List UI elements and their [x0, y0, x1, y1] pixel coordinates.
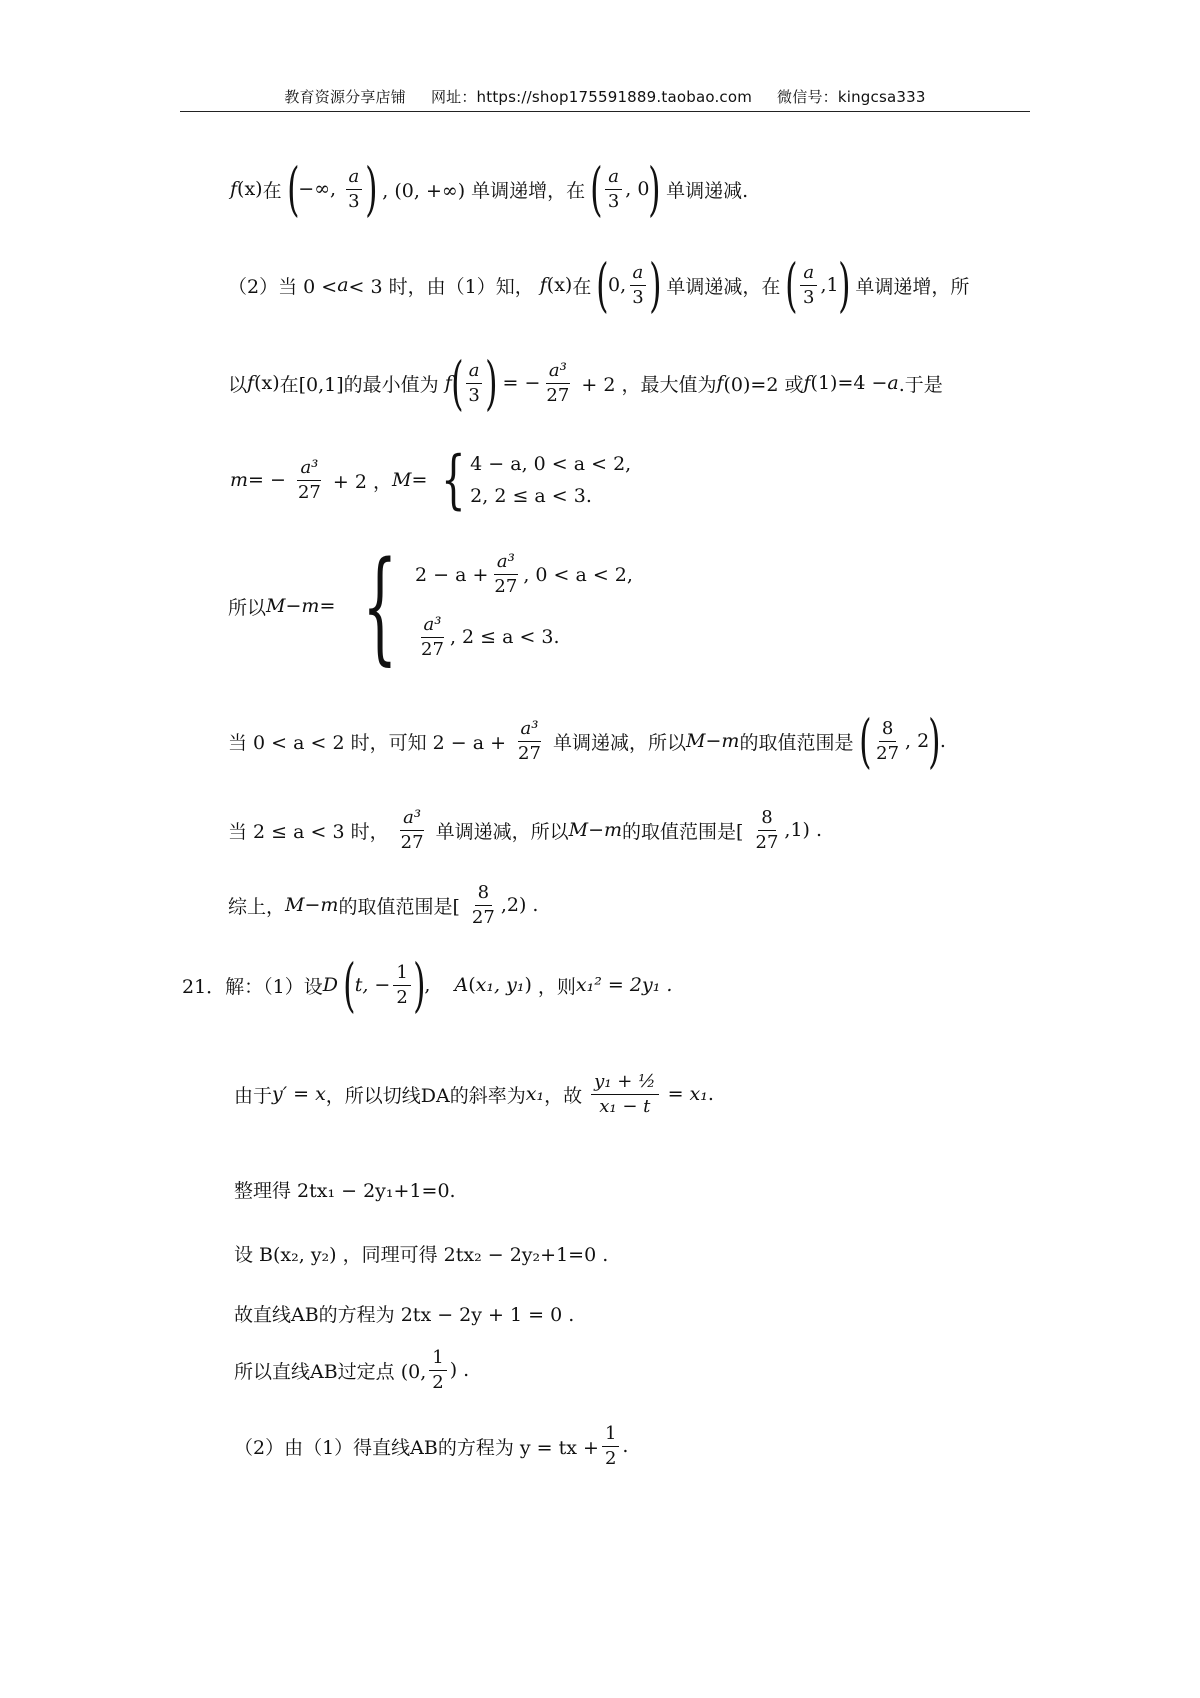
fraction: $\frac{a}{3}$ [605, 167, 622, 212]
line-11: 整理得 2tx₁ − 2y₁+1=0. [234, 1180, 456, 1202]
line-6: 当 0 < a < 2 时，可知 2 − a + $\frac{\text{a³}}{27}$ 单调递减，所以M−m的取值范围是 ( $\frac{8}{27}$ , 2). [228, 707, 946, 775]
header-url: 网址：https://shop175591889.taobao.com [430, 88, 753, 106]
fraction: $\frac{8}{27}$ [876, 717, 900, 764]
fraction: $\frac{\text{a³}}{27}$ [546, 359, 570, 406]
fraction: $\frac{8}{27}$ [471, 882, 495, 928]
fraction: $\frac{a}{3}$ [800, 263, 817, 308]
line-1: f(x)在 (−∞, $\frac{a}{3}$ ) , (0, +∞) 单调递增，在 ( $\frac{a}{3}$ , 0) 单调递减. [230, 155, 749, 223]
line-14: 所以直线AB过定点 (0, $\frac{1}{2}$ ) . [234, 1347, 470, 1393]
line-15: （2）由（1）得直线AB的方程为 y = tx + $\frac{1}{2}$ . [234, 1423, 629, 1469]
fraction: $\frac{a}{3}$ [345, 167, 362, 212]
piecewise-M: { 4 − a, 0 < a < 2, 2, 2 ≤ a < 3. [441, 443, 632, 517]
fraction: $\frac{a}{3}$ [465, 361, 482, 406]
line-7: 当 2 ≤ a < 3 时， $\frac{\text{a³}}{27}$ 单调递减，所以M−m的取值范围是[ $\frac{8}{27}$ ,1) . [228, 807, 823, 853]
fraction: $\frac{\text{a³}}{27}$ [297, 456, 321, 503]
fraction: $\frac{a}{3}$ [629, 263, 646, 308]
fraction: $\frac{1}{2}$ [393, 963, 410, 1008]
line-12: 设 B(x₂, y₂) ，同理可得 2tx₂ − 2y₂+1=0 . [234, 1244, 609, 1266]
line-9: 21．解：（1）设D (t, − $\frac{1}{2}$ ), A(x₁, y₁) ，则x₁² = 2y₁ . [182, 951, 673, 1019]
fraction: $\frac{1}{2}$ [429, 1348, 446, 1393]
line-2: （2）当 0 <a< 3 时，由（1）知， f(x)在 (0, $\frac{a}{3}$ ) 单调递减，在 ( $\frac{a}{3}$ ,1) 单调递增，所 [228, 251, 970, 319]
line-13: 故直线AB的方程为 2tx − 2y + 1 = 0 . [234, 1304, 575, 1326]
header-wechat: 微信号：kingcsa333 [777, 88, 926, 106]
piecewise-M-minus-m: { 2 − a + $\frac{\text{a³}}{27}$ , 0 < a < 2, $\frac{\text{a³}}{27}$ , 2 ≤ a < 3. [362, 535, 633, 677]
line-4: m= − $\frac{\text{a³}}{27}$ + 2 ，M= { 4 − a, 0 < a < 2, 2, 2 ≤ a < 3. [230, 443, 632, 517]
line-3: 以f(x)在[0,1]的最小值为 f( $\frac{a}{3}$ ) = − $\frac{\text{a³}}{27}$ + 2 ，最大值为f(0)=2 或f(1)=4 −a.于是 [228, 349, 943, 417]
fraction: $\frac{\text{a³}}{27}$ [421, 614, 444, 660]
line-5: 所以M−m= { 2 − a + $\frac{\text{a³}}{27}$ , 0 < a < 2, $\frac{\text{a³}}{27}$ , 2 ≤ a < 3. [228, 535, 633, 677]
header-shop: 教育资源分享店铺 [284, 88, 406, 106]
fraction: $\frac{8}{27}$ [755, 807, 779, 853]
line-10: 由于y′ = x，所以切线DA的斜率为x₁，故 $\frac{\text{y₁ + ½}}{\text{x₁ − t}}$ = x₁. [234, 1071, 714, 1117]
fraction: $\frac{\text{y₁ + ½}}{\text{x₁ − t}}$ [591, 1072, 658, 1117]
fraction: $\frac{\text{a³}}{27}$ [494, 551, 518, 598]
page-header [180, 86, 1030, 107]
fraction: $\frac{1}{2}$ [602, 1424, 619, 1469]
fraction: $\frac{\text{a³}}{27}$ [518, 717, 541, 764]
fraction: $\frac{\text{a³}}{27}$ [400, 807, 424, 853]
header-rule [180, 111, 1030, 112]
line-8: 综上，M−m的取值范围是[ $\frac{8}{27}$ ,2) . [228, 882, 539, 928]
